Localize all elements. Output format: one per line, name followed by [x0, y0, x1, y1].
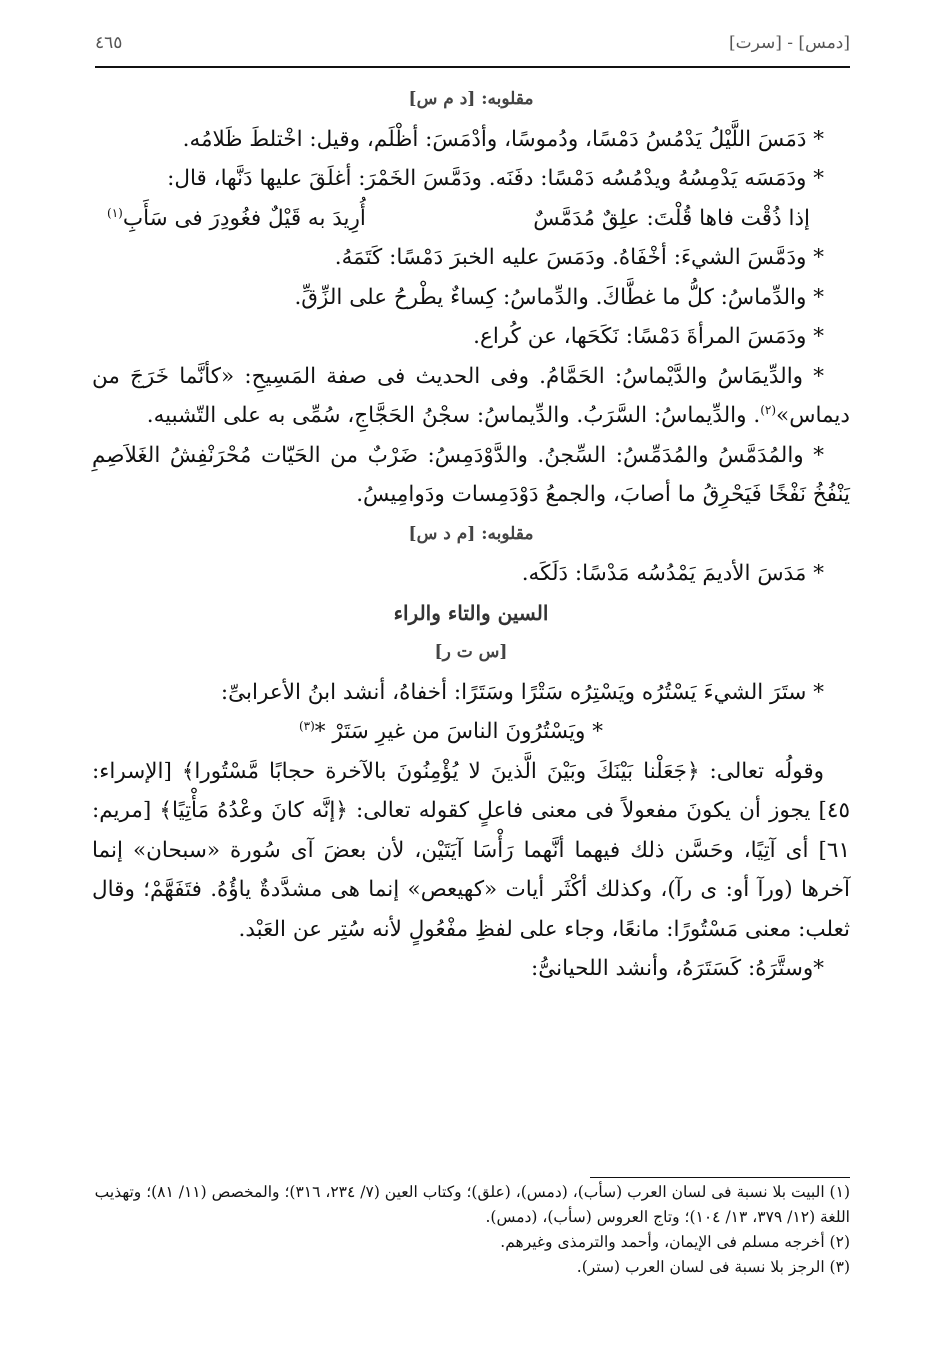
verse-hemistich-2 [107, 199, 366, 239]
page-number: ٤٦٥ [95, 33, 123, 53]
paragraph: وقولُه تعالى: ﴿جَعَلْنا بَيْنَكَ وبَيْنَ الَّذينَ لا يُؤْمِنُونَ بالآخرة حجابًا مَّسْتُورا﴾ [الإسراء: ٤٥] يجوز أن يكونَ مفعولاً فى معنى فاعلٍ كقوله تعالى: ﴿إنَّه كانَ وعْدُهُ مَأْتِيًا﴾ [مريم: ٦١] أى آتِيًا، وحَسَّن ذلك فيهما أنَّهما رَأْسَا آيَتَيْن، لأن بعضَ آى سُورة «سبحان» إنما آخرها (ورآ أو: ى رآ)، وكذلك أكْثَر أيات «كهيعص» إنما هى مشدَّدةٌ ياؤُهُ. فتَفَهَّمْ؛ وقال ثعلب: معنى مَسْتُورًا: مانعًا، وجاء على لفظِ مفْعُولٍ لأنه سُتِر عن العَبْد. [92, 758, 850, 942]
paragraph: * ودَمَسَ المرأةَ دَمْسًا: نَكَحَها، عن كُراع. [473, 324, 824, 349]
footnote-marker: (١) [107, 205, 123, 220]
running-header [95, 28, 850, 58]
paragraph: * والدِّماسُ: كلُّ ما غطَّاكَ. والدِّماسُ: كِساءٌ يطْرحُ على الزِّقِّ. [294, 284, 824, 310]
header-title: [دمس] - [سرت] [728, 33, 850, 53]
section-heading: مقلوبه: [د م س] [408, 89, 534, 109]
rajaz-verse [92, 712, 850, 752]
main-text [92, 80, 850, 989]
paragraph: * ودَمَّسَ الشيءَ: أخْفَاهُ. ودَمَسَ عليه الخبرَ دَمْسًا: كَتَمَهُ. [334, 245, 824, 270]
poetry-verse [92, 199, 850, 239]
chapter-heading: السين والتاء والراء [393, 600, 549, 625]
footnote: (٣) الرجز بلا نسبة فى لسان العرب (ستر). [576, 1258, 850, 1276]
footnote: (٢) أخرجه مسلم فى الإيمان، وأحمد والترمذى وغيرهم. [500, 1233, 850, 1251]
paragraph: * مَدَسَ الأديمَ يَمْدُسُه مَدْسًا: دَلَكَه. [521, 561, 824, 586]
paragraph [92, 357, 850, 436]
paragraph: * ودَمَسَه يَدْمِسُهُ ويدْمُسُه دَمْسًا: دفَنَه. ودَمَّسَ الخَمْرَ: أغلَقَ عليها دَنَّها، قال: [167, 166, 824, 191]
section-heading: مقلوبه: [م د س] [408, 523, 534, 544]
footnotes [92, 1180, 850, 1280]
verse-hemistich-1: إذا ذُقْت فاها قُلْتَ: علِقٌ مُدَمَّسٌ [533, 205, 810, 231]
paragraph: * ستَرَ الشيءَ يَسْتُرُه ويَسْتِرُه سَتْرًا وسَتَرًا: أخفاهُ، أنشد ابنُ الأعرابىِّ: [220, 679, 824, 705]
header-rule [95, 66, 850, 68]
footnote: (١) البيت بلا نسبة فى لسان العرب (سأب)، (دمس)، (علق)؛ وكتاب العين (٧/ ٢٣٤، ٣١٦)؛ والمخصص (١١/ ٨١)؛ وتهذيب اللغة (١٢/ ٣٧٩، ١٣/ ١٠٤)؛ وتاج العروس (سأب)، (دمس). [94, 1183, 850, 1226]
paragraph: *وستَّرَهُ: كَسَتَرَهُ، وأنشد اللحيانىُّ: [531, 956, 824, 981]
paragraph: * والمُدَمَّسُ والمُدَمِّسُ: السِّجنُ. والدَّوْدَمِسُ: ضَرْبٌ من الحَيّات مُحْرَنْفِشُ الغَلاَصِمِ يَنْفُخُ نَفْخًا فَيَحْرِقُ ما أصابَ، والجمعُ دَوْدَمِسات ودَوامِيسُ. [92, 442, 850, 507]
verse-text: أُرِيدَ به قَيْلٌ فغُودِرَ فى سَأَبِ [122, 205, 366, 231]
root-heading: [س ت ر] [434, 642, 508, 662]
verse-text: * ويَسْتُرُونَ الناسَ من غيرِ سَتَرْ * [314, 719, 604, 744]
paragraph-text: * والدِّيمَاسُ والدَّيْماسُ: الحَمَّامُ. وفى الحديث فى صفة المَسِيحِ: «كأنَّما خَرَجَ من ديماس» [92, 363, 850, 428]
footnote-rule [590, 1177, 850, 1178]
paragraph: * دَمَسَ اللَّيْلُ يَدْمُسُ دَمْسًا، ودُموسًا، وأدْمَسَ: أظْلَم، وقيل: اخْتلطَ ظَلامُه. [182, 126, 824, 152]
footnote-marker: (٢) [760, 402, 777, 417]
footnote-marker: (٣) [298, 718, 315, 733]
paragraph-text: . والدِّيماسُ: السَّرَبُ. والدِّيماسُ: سجْنُ الحَجَّاجِ، سُمِّى به على التّشبيه. [146, 403, 761, 428]
